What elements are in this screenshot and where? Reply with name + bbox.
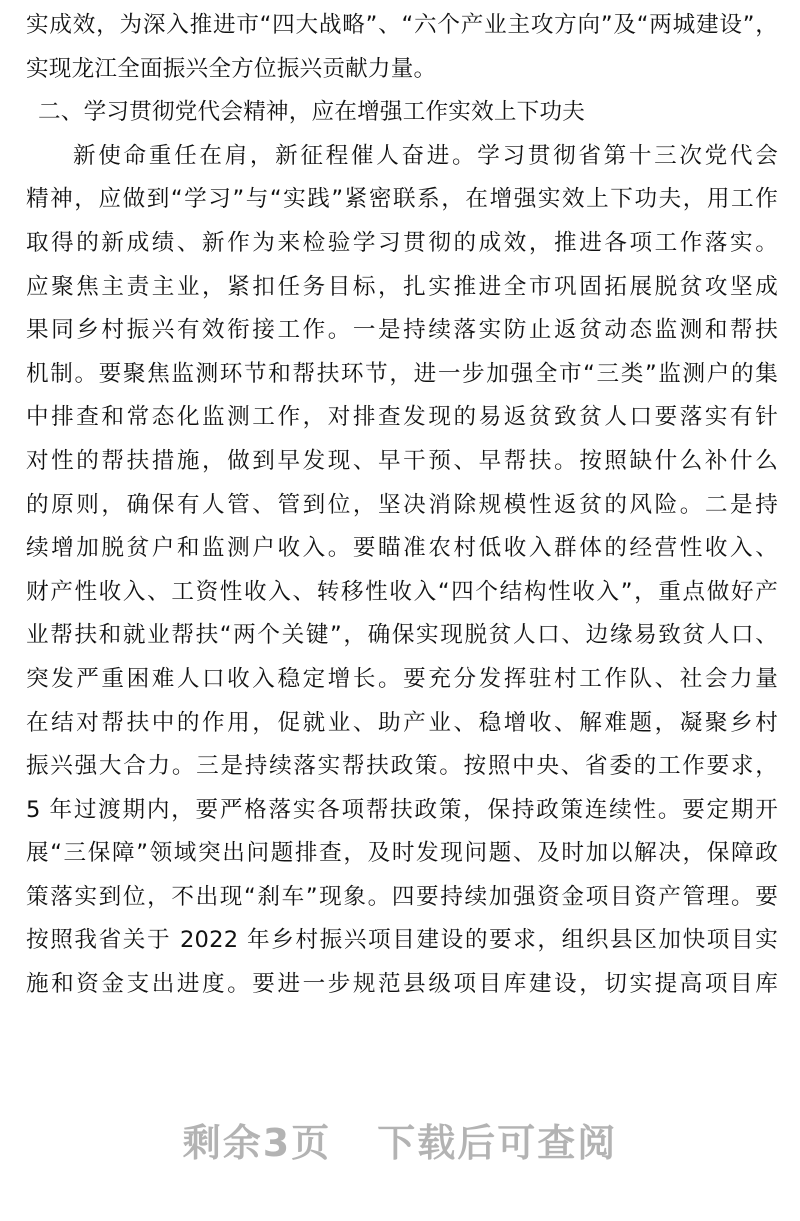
text-line: 实现龙江全面振兴全方位振兴贡献力量。 (26, 55, 437, 82)
section-heading: 二、学习贯彻党代会精神，应在增强工作实效上下功夫 (38, 99, 586, 126)
text-line: 应聚焦主责主业，紧扣任务目标，扎实推进全市巩固拓展脱贫攻坚成 (26, 273, 778, 300)
document-body (26, 4, 778, 1007)
text-line: 新使命重任在肩，新征程催人奋进。学习贯彻省第十三次党代会 (73, 142, 778, 169)
text-line: 果同乡村振兴有效衔接工作。一是持续落实防止返贫动态监测和帮扶 (26, 317, 778, 344)
text-line: 施和资金支出进度。要进一步规范县级项目库建设，切实提高项目库 (26, 971, 778, 998)
text-line: 实成效，为深入推进市“四大战略”、“六个产业主攻方向”及“两城建设”， (26, 12, 778, 38)
text-line: 策落实到位，不出现“刹车”现象。四要持续加强资金项目资产管理。要 (26, 883, 778, 910)
text-line: 续增加脱贫户和监测户收入。要瞄准农村低收入群体的经营性收入、 (26, 535, 778, 562)
text-line: 突发严重困难人口收入稳定增长。要充分发挥驻村工作队、社会力量 (26, 665, 778, 692)
remaining-pages-label: 剩余3页 (182, 1121, 332, 1165)
text-line: 的原则，确保有人管、管到位，坚决消除规模性返贫的风险。二是持 (26, 491, 778, 518)
text-line: 取得的新成绩、新作为来检验学习贯彻的成效，推进各项工作落实。 (26, 229, 778, 256)
text-line: 业帮扶和就业帮扶“两个关键”，确保实现脱贫人口、边缘易致贫人口、 (26, 622, 778, 649)
text-line: 财产性收入、工资性收入、转移性收入“四个结构性收入”，重点做好产 (26, 578, 778, 605)
text-line: 按照我省关于 2022 年乡村振兴项目建设的要求，组织县区加快项目实 (26, 927, 778, 954)
text-line: 机制。要聚焦监测环节和帮扶环节，进一步加强全市“三类”监测户的集 (26, 360, 778, 387)
download-prompt[interactable] (0, 1112, 800, 1167)
text-line: 展“三保障”领域突出问题排查，及时发现问题、及时加以解决，保障政 (26, 840, 778, 867)
text-line: 振兴强大合力。三是持续落实帮扶政策。按照中央、省委的工作要求， (26, 753, 778, 780)
text-line: 5 年过渡期内，要严格落实各项帮扶政策，保持政策连续性。要定期开 (26, 796, 778, 823)
text-line: 对性的帮扶措施，做到早发现、早干预、早帮扶。按照缺什么补什么 (26, 447, 778, 474)
text-line: 中排查和常态化监测工作，对排查发现的易返贫致贫人口要落实有针 (26, 404, 778, 431)
download-to-view-label: 下载后可查阅 (377, 1121, 618, 1165)
text-line: 精神，应做到“学习”与“实践”紧密联系，在增强实效上下功夫，用工作 (26, 186, 778, 213)
text-line: 在结对帮扶中的作用，促就业、助产业、稳增收、解难题，凝聚乡村 (26, 709, 778, 736)
